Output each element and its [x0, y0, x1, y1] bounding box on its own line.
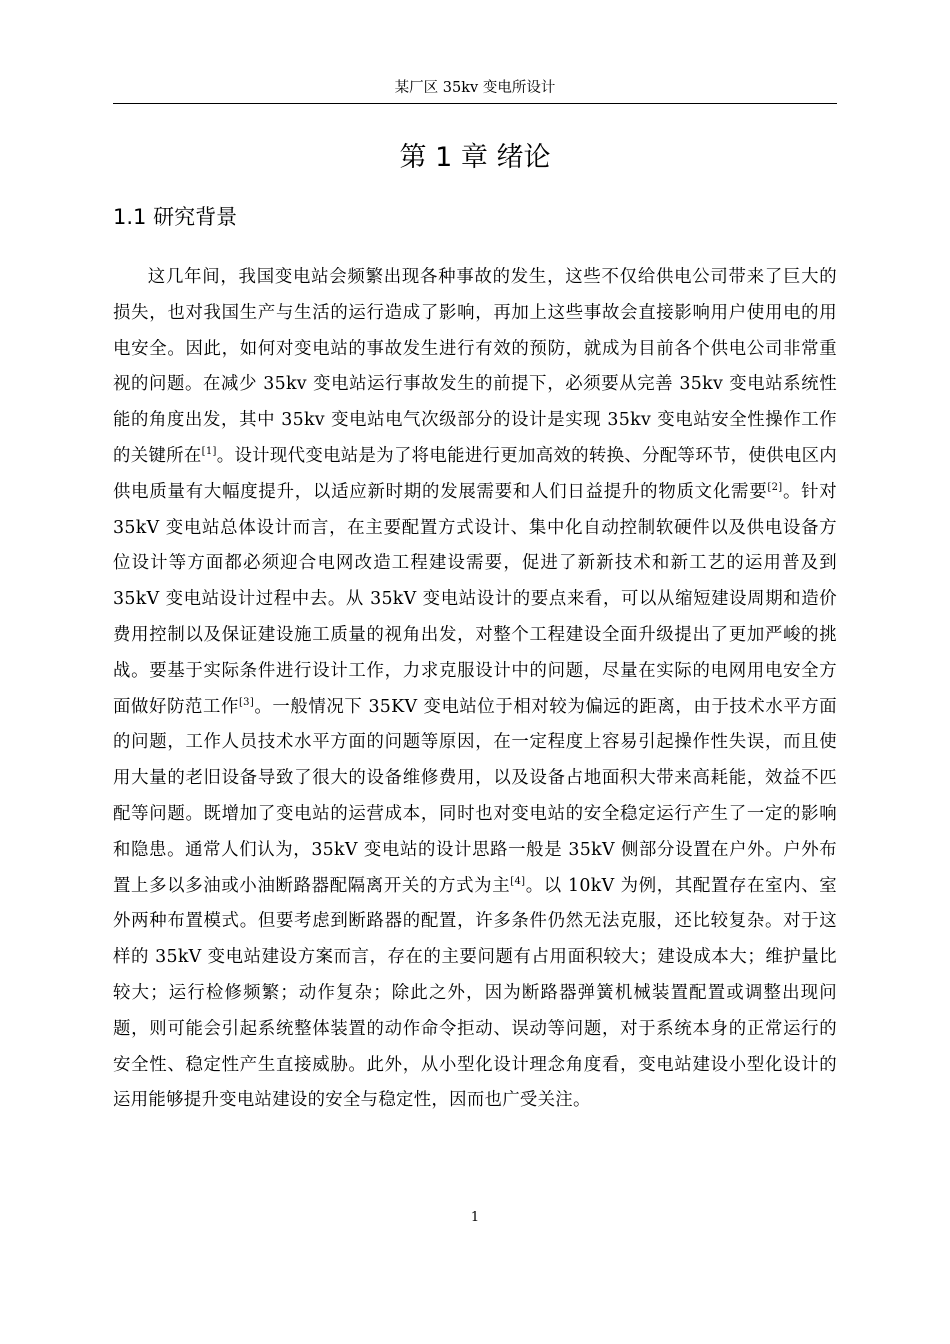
section-heading: 1.1 研究背景	[113, 205, 238, 229]
citation-4: [4]	[510, 875, 526, 887]
paragraph-segment: 。以 10kV 为例，其配置存在室内、室外两种布置模式。但要考虑到断路器的配置，许多条件仍然无法克服，还比较复杂。对于这样的 35kV 变电站建设方案而言，存在的主要问题有占用面积较大；建设成本大；维护量比较大；运行检修频繁；动作复杂；除此之外，因为断路器弹簧机械装置配置或调整出现问题，则可能会引起系统整体装置的动作命令拒动、误动等问题，对于系统本身的正常运行的安全性、稳定性产生直接威胁。此外，从小型化设计理念角度看，变电站建设小型化设计的运用能够提升变电站建设的安全与稳定性，因而也广受关注。	[113, 875, 837, 1111]
paragraph-segment: 这几年间，我国变电站会频繁出现各种事故的发生，这些不仅给供电公司带来了巨大的损失，也对我国生产与生活的运行造成了影响，再加上这些事故会直接影响用户使用电的用电安全。因此，如何对变电站的事故发生进行有效的预防，就成为目前各个供电公司非常重视的问题。在减少 35kv 变电站运行事故发生的前提下，必须要从完善 35kv 变电站系统性能的角度出发，其中 35kv 变电站电气次级部分的设计是实现 35kv 变电站安全性操作工作的关键所在	[113, 267, 837, 466]
citation-1: [1]	[201, 446, 217, 458]
body-paragraph	[113, 260, 837, 1119]
citation-2: [2]	[767, 481, 783, 493]
citation-3: [3]	[238, 696, 255, 708]
running-header: 某厂区 35kv 变电所设计	[394, 80, 556, 96]
paragraph-segment: 。设计现代变电站是为了将电能进行更加高效的转换、分配等环节，使供电区内供电质量有大幅度提升，以适应新时期的发展需要和人们日益提升的物质文化需要	[113, 445, 837, 502]
paragraph-segment: 。针对 35kV 变电站总体设计而言，在主要配置方式设计、集中化自动控制软硬件以及供电设备方位设计等方面都必须迎合电网改造工程建设需要，促进了新新技术和新工艺的运用普及到 35kV 变电站设计过程中去。从 35kV 变电站设计的要点来看，可以从缩短建设周期和造价费用控制以及保证建设施工质量的视角出发，对整个工程建设全面升级提出了更加严峻的挑战。要基于实际条件进行设计工作，力求克服设计中的问题，尽量在实际的电网用电安全方面做好防范工作	[113, 481, 838, 717]
paragraph-segment: 。一般情况下 35KV 变电站位于相对较为偏远的距离，由于技术水平方面的问题，工作人员技术水平方面的问题等原因，在一定程度上容易引起操作性失误，而且使用大量的老旧设备导致了很大的设备维修费用，以及设备占地面积大带来高耗能，效益不匹配等问题。既增加了变电站的运营成本，同时也对变电站的安全稳定运行产生了一定的影响和隐患。通常人们认为，35kV 变电站的设计思路一般是 35kV 侧部分设置在户外。户外布置上多以多油或小油断路器配隔离开关的方式为主	[113, 696, 837, 896]
page-number: 1	[470, 1210, 480, 1225]
header-divider	[113, 103, 837, 104]
chapter-title: 第 1 章 绪论	[399, 142, 551, 173]
